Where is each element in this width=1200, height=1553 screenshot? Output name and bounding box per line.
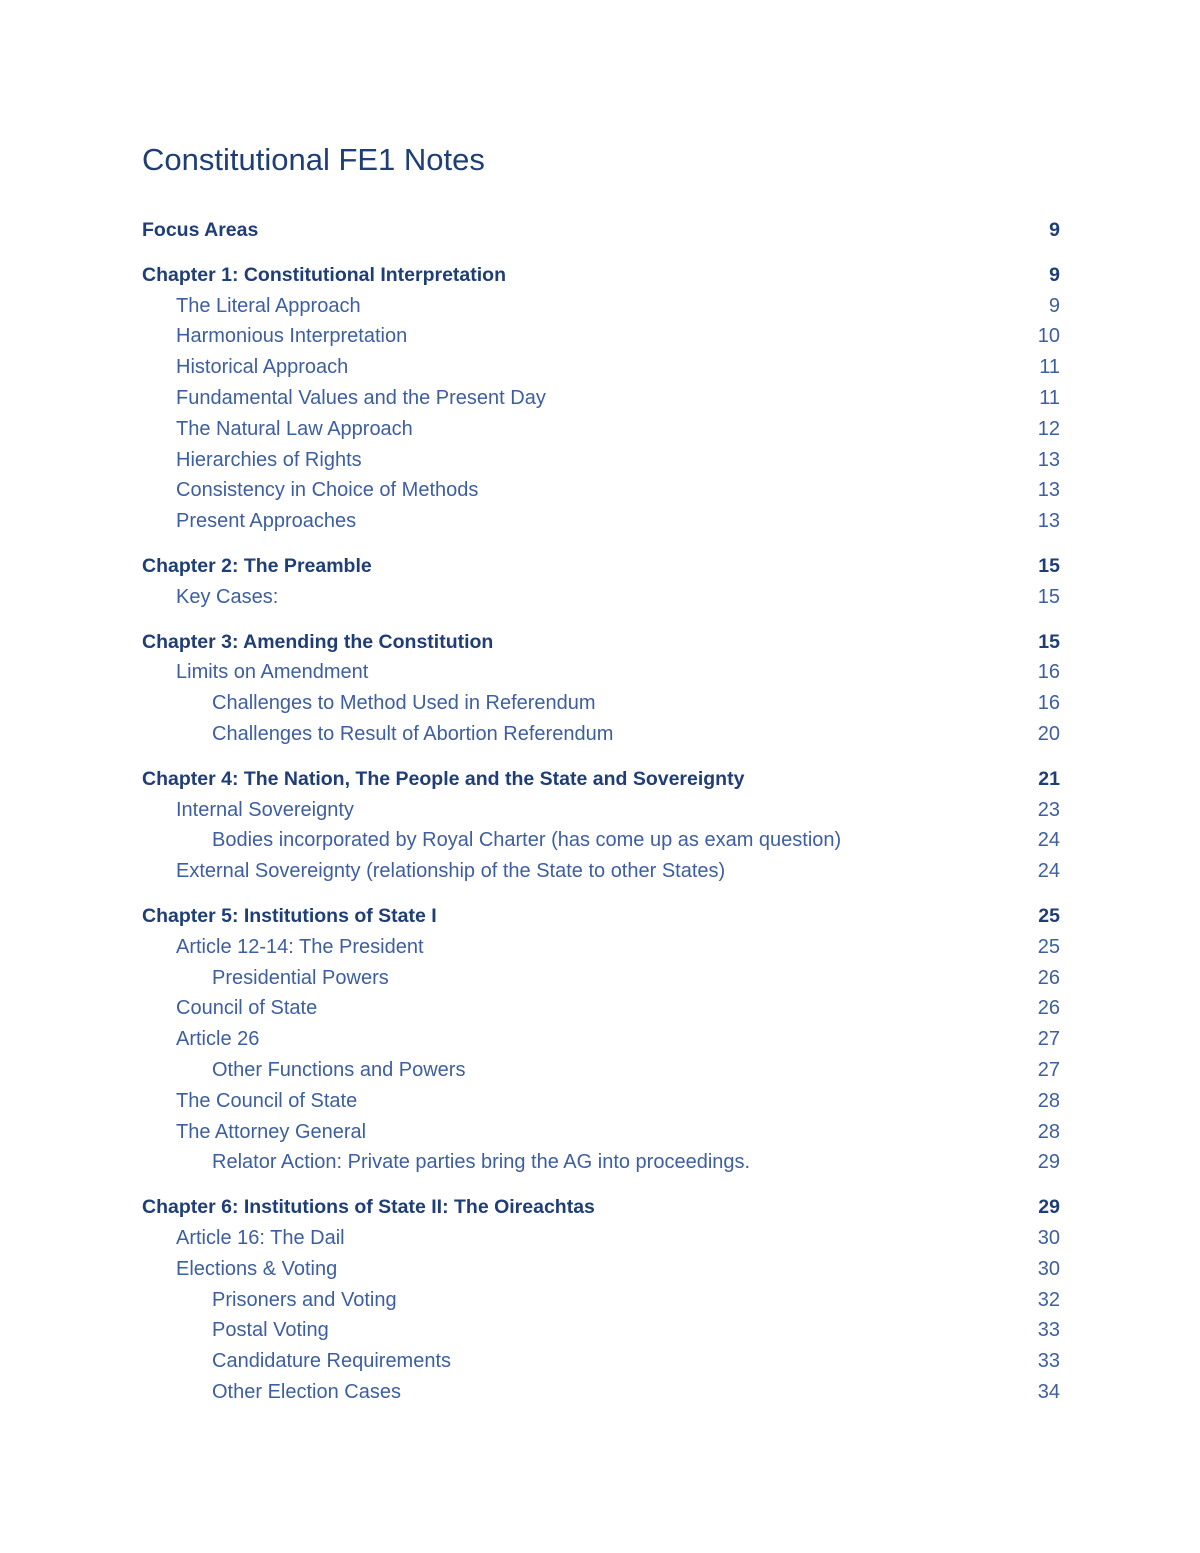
toc-entry-page-number: 13 [1037,448,1060,471]
toc-entry-title: Challenges to Result of Abortion Referendum [212,722,614,745]
toc-chapter-entry[interactable] [142,1192,1060,1223]
toc-section-entry[interactable] [142,475,1060,506]
toc-entry-title: Consistency in Choice of Methods [176,479,479,502]
toc-entry-title: Article 26 [176,1028,260,1051]
toc-entry-title: Chapter 4: The Nation, The People and the State and Sovereignty [142,767,745,790]
toc-section-entry[interactable] [142,1117,1060,1148]
toc-section-entry[interactable] [142,657,1060,688]
toc-section-entry[interactable] [142,1254,1060,1285]
toc-entry-title: Chapter 5: Institutions of State I [142,904,437,927]
toc-entry-page-number: 9 [1048,294,1060,317]
toc-entry-title: Internal Sovereignty [176,798,354,821]
toc-subsection-entry[interactable] [142,1285,1060,1316]
toc-entry-page-number: 16 [1037,661,1060,684]
toc-entry-title: Harmonious Interpretation [176,325,408,348]
toc-entry-page-number: 24 [1037,829,1060,852]
toc-entry-title: Historical Approach [176,356,349,379]
toc-subsection-entry[interactable] [142,825,1060,856]
toc-entry-page-number: 33 [1037,1319,1060,1342]
toc-entry-page-number: 20 [1037,722,1060,745]
toc-entry-title: Bodies incorporated by Royal Charter (has come up as exam question) [212,829,842,852]
toc-entry-title: The Attorney General [176,1120,367,1143]
toc-section-entry[interactable] [142,1086,1060,1117]
toc-entry-title: Hierarchies of Rights [176,448,362,471]
toc-subsection-entry[interactable] [142,1147,1060,1178]
toc-entry-title: Limits on Amendment [176,661,369,684]
toc-entry-page-number: 12 [1037,417,1060,440]
toc-entry-page-number: 32 [1037,1288,1060,1311]
toc-entry-page-number: 27 [1037,1058,1060,1081]
toc-entry-title: Article 12-14: The President [176,935,424,958]
toc-section-entry[interactable] [142,932,1060,963]
toc-section-entry[interactable] [142,383,1060,414]
toc-chapter-entry[interactable] [142,764,1060,795]
toc-entry-page-number: 10 [1037,325,1060,348]
toc-entry-page-number: 26 [1037,997,1060,1020]
toc-section-entry[interactable] [142,291,1060,322]
toc-entry-title: Relator Action: Private parties bring the AG into proceedings. [212,1151,751,1174]
toc-entry-page-number: 21 [1038,767,1060,790]
toc-subsection-entry[interactable] [142,688,1060,719]
toc-entry-title: Chapter 1: Constitutional Interpretation [142,263,507,286]
toc-entry-page-number: 29 [1037,1151,1060,1174]
toc-entry-title: The Literal Approach [176,294,361,317]
toc-entry-title: Chapter 6: Institutions of State II: The Oireachtas [142,1196,595,1219]
toc-entry-title: The Natural Law Approach [176,417,413,440]
toc-chapter-entry[interactable] [142,215,1060,246]
toc-section-entry[interactable] [142,506,1060,537]
toc-entry-title: Key Cases: [176,585,279,608]
toc-entry-page-number: 15 [1037,585,1060,608]
toc-entry-title: Present Approaches [176,510,357,533]
toc-subsection-entry[interactable] [142,1055,1060,1086]
toc-section-entry[interactable] [142,1223,1060,1254]
toc-entry-title: Prisoners and Voting [212,1288,397,1311]
toc-entry-title: Postal Voting [212,1319,329,1342]
toc-entry-page-number: 13 [1037,479,1060,502]
toc-section-entry[interactable] [142,1024,1060,1055]
toc-entry-page-number: 28 [1037,1120,1060,1143]
toc-entry-title: Council of State [176,997,318,1020]
toc-entry-page-number: 9 [1049,219,1060,241]
toc-entry-title: External Sovereignty (relationship of the State to other States) [176,860,726,883]
toc-entry-page-number: 30 [1037,1226,1060,1249]
toc-entry-title: Candidature Requirements [212,1350,452,1373]
toc-entry-page-number: 15 [1038,554,1060,577]
toc-entry-page-number: 13 [1037,510,1060,533]
toc-subsection-entry[interactable] [142,963,1060,994]
toc-entry-page-number: 33 [1037,1350,1060,1373]
document-title: Constitutional FE1 Notes [142,142,485,177]
toc-entry-title: Presidential Powers [212,966,389,989]
toc-entry-title: Chapter 3: Amending the Constitution [142,630,494,653]
toc-section-entry[interactable] [142,445,1060,476]
toc-entry-page-number: 28 [1037,1089,1060,1112]
toc-subsection-entry[interactable] [142,1346,1060,1377]
toc-entry-page-number: 25 [1037,935,1060,958]
toc-entry-page-number: 15 [1038,630,1060,653]
toc-section-entry[interactable] [142,321,1060,352]
toc-entry-page-number: 30 [1037,1257,1060,1280]
table-of-contents [142,215,1060,1408]
toc-section-entry[interactable] [142,993,1060,1024]
toc-entry-page-number: 23 [1037,798,1060,821]
toc-entry-title: Chapter 2: The Preamble [142,554,372,577]
toc-chapter-entry[interactable] [142,551,1060,582]
toc-section-entry[interactable] [142,856,1060,887]
toc-subsection-entry[interactable] [142,719,1060,750]
toc-chapter-entry[interactable] [142,627,1060,658]
toc-entry-page-number: 11 [1039,386,1060,409]
toc-entry-page-number: 27 [1037,1028,1060,1051]
toc-entry-title: The Council of State [176,1089,358,1112]
toc-entry-page-number: 16 [1037,692,1060,715]
toc-chapter-entry[interactable] [142,901,1060,932]
toc-entry-page-number: 29 [1038,1196,1060,1219]
toc-section-entry[interactable] [142,414,1060,445]
toc-entry-title: Other Functions and Powers [212,1058,466,1081]
toc-section-entry[interactable] [142,352,1060,383]
toc-entry-page-number: 11 [1039,356,1060,379]
toc-entry-title: Article 16: The Dail [176,1226,345,1249]
toc-section-entry[interactable] [142,582,1060,613]
toc-entry-page-number: 9 [1049,263,1060,286]
toc-entry-title: Challenges to Method Used in Referendum [212,692,596,715]
toc-entry-title: Other Election Cases [212,1380,401,1403]
toc-entry-page-number: 24 [1037,860,1060,883]
toc-chapter-entry[interactable] [142,260,1060,291]
toc-entry-page-number: 25 [1038,904,1060,927]
toc-subsection-entry[interactable] [142,1377,1060,1408]
toc-subsection-entry[interactable] [142,1315,1060,1346]
toc-entry-page-number: 26 [1037,966,1060,989]
toc-entry-page-number: 34 [1037,1380,1060,1403]
toc-entry-title: Focus Areas [142,219,259,241]
toc-section-entry[interactable] [142,795,1060,826]
toc-entry-title: Elections & Voting [176,1257,338,1280]
toc-entry-title: Fundamental Values and the Present Day [176,386,546,409]
